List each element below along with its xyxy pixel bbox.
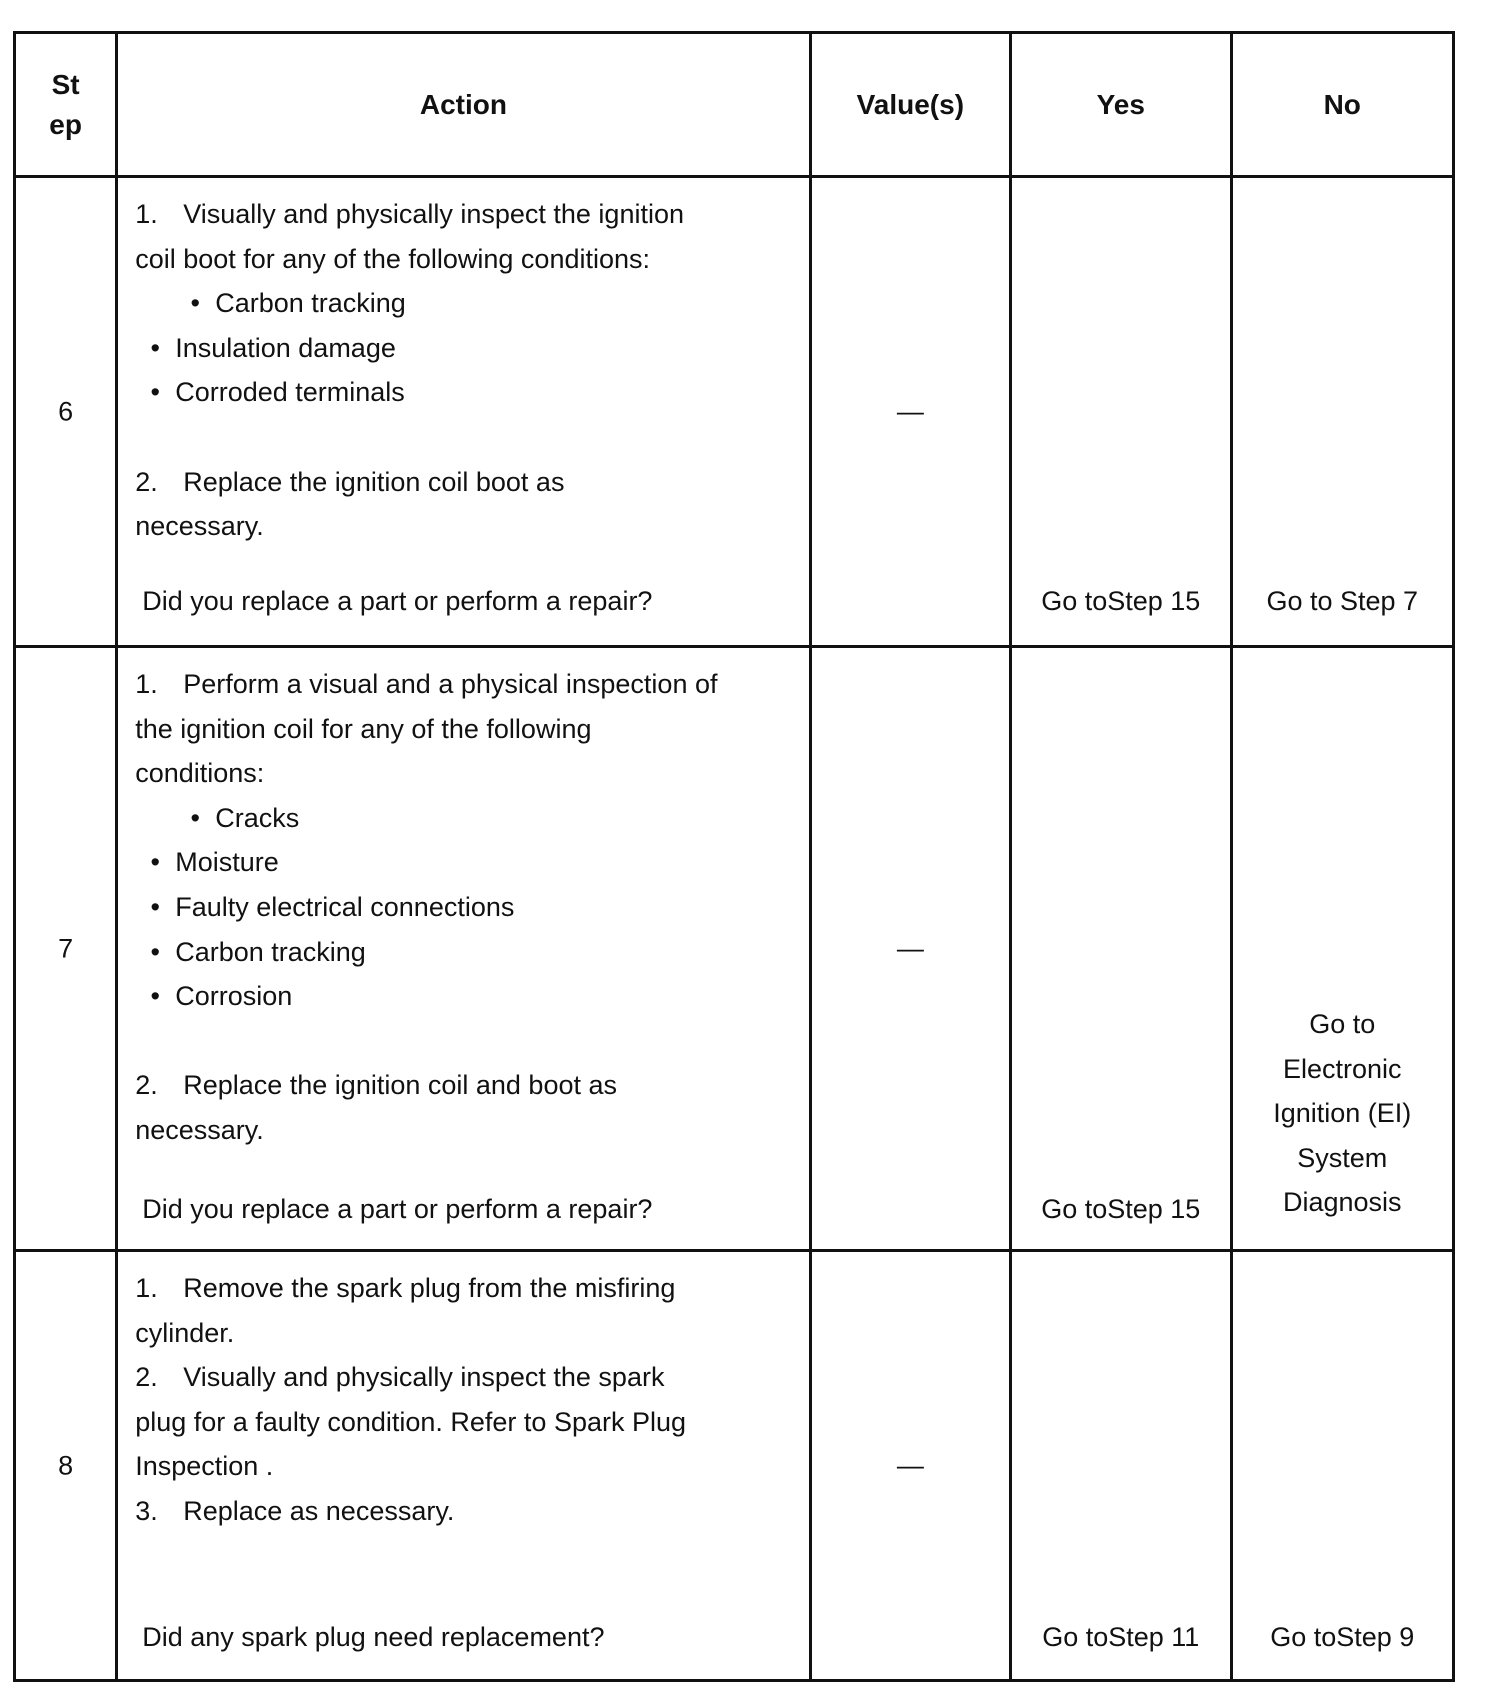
bullet-text: Corroded terminals bbox=[175, 377, 405, 408]
yes-cell bbox=[1011, 1251, 1231, 1681]
table-row bbox=[15, 1251, 1454, 1681]
no-goto: Go to Step 7 bbox=[1266, 586, 1419, 616]
action-line bbox=[135, 1400, 800, 1445]
action-line bbox=[135, 885, 800, 930]
step-item-number: 1. bbox=[135, 669, 158, 699]
action-line bbox=[135, 662, 800, 707]
action-line bbox=[135, 281, 800, 326]
step-item-number: 2. bbox=[135, 466, 158, 497]
step-item-number: 3. bbox=[135, 1495, 158, 1526]
action-cell bbox=[117, 647, 810, 1251]
bullet-text: Moisture bbox=[175, 847, 279, 878]
diagnostic-table bbox=[13, 31, 1455, 1682]
step-item-text: coil boot for any of the following conditions: bbox=[135, 243, 651, 274]
action-line bbox=[135, 326, 800, 371]
header-no: No bbox=[1231, 33, 1454, 177]
bullet-text: Insulation damage bbox=[175, 332, 396, 363]
table-row bbox=[15, 647, 1454, 1251]
action-line bbox=[135, 1019, 800, 1064]
value-dash: — bbox=[896, 396, 924, 426]
step-item-number: 2. bbox=[135, 1362, 158, 1393]
bullet-text: Faulty electrical connections bbox=[175, 891, 515, 922]
step-number: 6 bbox=[58, 396, 74, 426]
step-item-text: plug for a faulty condition. Refer to Spark Plug bbox=[135, 1406, 687, 1437]
step-item-text: Visually and physically inspect the spark bbox=[183, 1362, 665, 1393]
action-line bbox=[135, 1489, 800, 1534]
action-line bbox=[135, 1444, 800, 1489]
action-text bbox=[135, 1266, 800, 1534]
action-text bbox=[135, 192, 800, 549]
step-item-text: conditions: bbox=[135, 758, 265, 789]
step-item-text: Replace the ignition coil and boot as bbox=[183, 1070, 617, 1101]
yes-goto: Go toStep 15 bbox=[1041, 586, 1201, 616]
value-cell bbox=[810, 647, 1010, 1251]
action-line bbox=[135, 707, 800, 752]
header-values: Value(s) bbox=[810, 33, 1010, 177]
action-text bbox=[135, 662, 800, 1153]
step-cell bbox=[15, 177, 117, 647]
step-item-text: Replace as necessary. bbox=[183, 1495, 455, 1526]
bullet-text: Cracks bbox=[215, 802, 300, 833]
bullet-text: Carbon tracking bbox=[215, 288, 406, 319]
bullet-icon: • bbox=[150, 332, 160, 363]
yes-goto: Go toStep 15 bbox=[1041, 1194, 1201, 1224]
action-line bbox=[135, 460, 800, 505]
table-row bbox=[15, 177, 1454, 647]
action-question: Did you replace a part or perform a repair? bbox=[142, 586, 653, 616]
action-question: Did you replace a part or perform a repair? bbox=[142, 1194, 653, 1224]
step-cell bbox=[15, 1251, 117, 1681]
step-cell bbox=[15, 647, 117, 1251]
header-step: St ep bbox=[15, 33, 117, 177]
no-goto: Go toStep 9 bbox=[1270, 1622, 1415, 1652]
no-goto-line: Go to bbox=[1309, 1009, 1376, 1039]
bullet-icon: • bbox=[150, 936, 160, 967]
step-item-text: Inspection . bbox=[135, 1451, 274, 1482]
step-item-text: the ignition coil for any of the following bbox=[135, 713, 592, 744]
value-cell bbox=[810, 177, 1010, 647]
step-item-number: 2. bbox=[135, 1070, 158, 1101]
no-cell bbox=[1231, 1251, 1454, 1681]
action-line bbox=[135, 370, 800, 415]
bullet-icon: • bbox=[190, 288, 200, 319]
table-header-row bbox=[15, 33, 1454, 177]
step-item-number: 1. bbox=[135, 1273, 158, 1303]
action-line bbox=[135, 504, 800, 549]
step-item-text: cylinder. bbox=[135, 1317, 235, 1348]
action-line bbox=[135, 237, 800, 282]
no-goto-multiline bbox=[1233, 1002, 1453, 1225]
action-line bbox=[135, 192, 800, 237]
action-line bbox=[135, 930, 800, 975]
step-item-text: Visually and physically inspect the ignition bbox=[183, 199, 684, 229]
step-item-text: necessary. bbox=[135, 511, 264, 542]
action-line bbox=[135, 1063, 800, 1108]
value-cell bbox=[810, 1251, 1010, 1681]
value-dash: — bbox=[896, 1450, 924, 1480]
action-line bbox=[135, 974, 800, 1019]
action-line bbox=[135, 1355, 800, 1400]
action-line bbox=[135, 751, 800, 796]
action-question: Did any spark plug need replacement? bbox=[142, 1622, 605, 1652]
action-cell bbox=[117, 1251, 810, 1681]
bullet-icon: • bbox=[150, 377, 160, 408]
action-line bbox=[135, 1266, 800, 1311]
header-yes: Yes bbox=[1011, 33, 1231, 177]
action-line bbox=[135, 1108, 800, 1153]
no-cell bbox=[1231, 647, 1454, 1251]
bullet-icon: • bbox=[150, 847, 160, 878]
step-item-text: necessary. bbox=[135, 1114, 264, 1145]
no-goto-line: Ignition (EI) bbox=[1273, 1098, 1412, 1129]
header-action: Action bbox=[117, 33, 810, 177]
bullet-text: Carbon tracking bbox=[175, 936, 366, 967]
no-goto-line: System bbox=[1297, 1142, 1388, 1173]
step-item-text: Replace the ignition coil boot as bbox=[183, 466, 565, 497]
step-number: 8 bbox=[58, 1450, 74, 1480]
no-goto-line: Diagnosis bbox=[1282, 1187, 1402, 1218]
action-line bbox=[135, 796, 800, 841]
action-cell bbox=[117, 177, 810, 647]
no-goto-line: Electronic bbox=[1282, 1053, 1402, 1084]
action-line bbox=[135, 415, 800, 460]
no-cell bbox=[1231, 177, 1454, 647]
action-line bbox=[135, 840, 800, 885]
step-number: 7 bbox=[58, 933, 74, 963]
yes-cell bbox=[1011, 647, 1231, 1251]
action-line bbox=[135, 1311, 800, 1356]
bullet-icon: • bbox=[190, 802, 200, 833]
bullet-text: Corrosion bbox=[175, 981, 293, 1012]
value-dash: — bbox=[896, 933, 924, 963]
yes-goto: Go toStep 11 bbox=[1042, 1622, 1200, 1652]
bullet-icon: • bbox=[150, 891, 160, 922]
bullet-icon: • bbox=[150, 981, 160, 1012]
step-item-text: Remove the spark plug from the misfiring bbox=[183, 1273, 676, 1303]
step-item-number: 1. bbox=[135, 199, 158, 229]
yes-cell bbox=[1011, 177, 1231, 647]
step-item-text: Perform a visual and a physical inspection of bbox=[183, 669, 718, 699]
